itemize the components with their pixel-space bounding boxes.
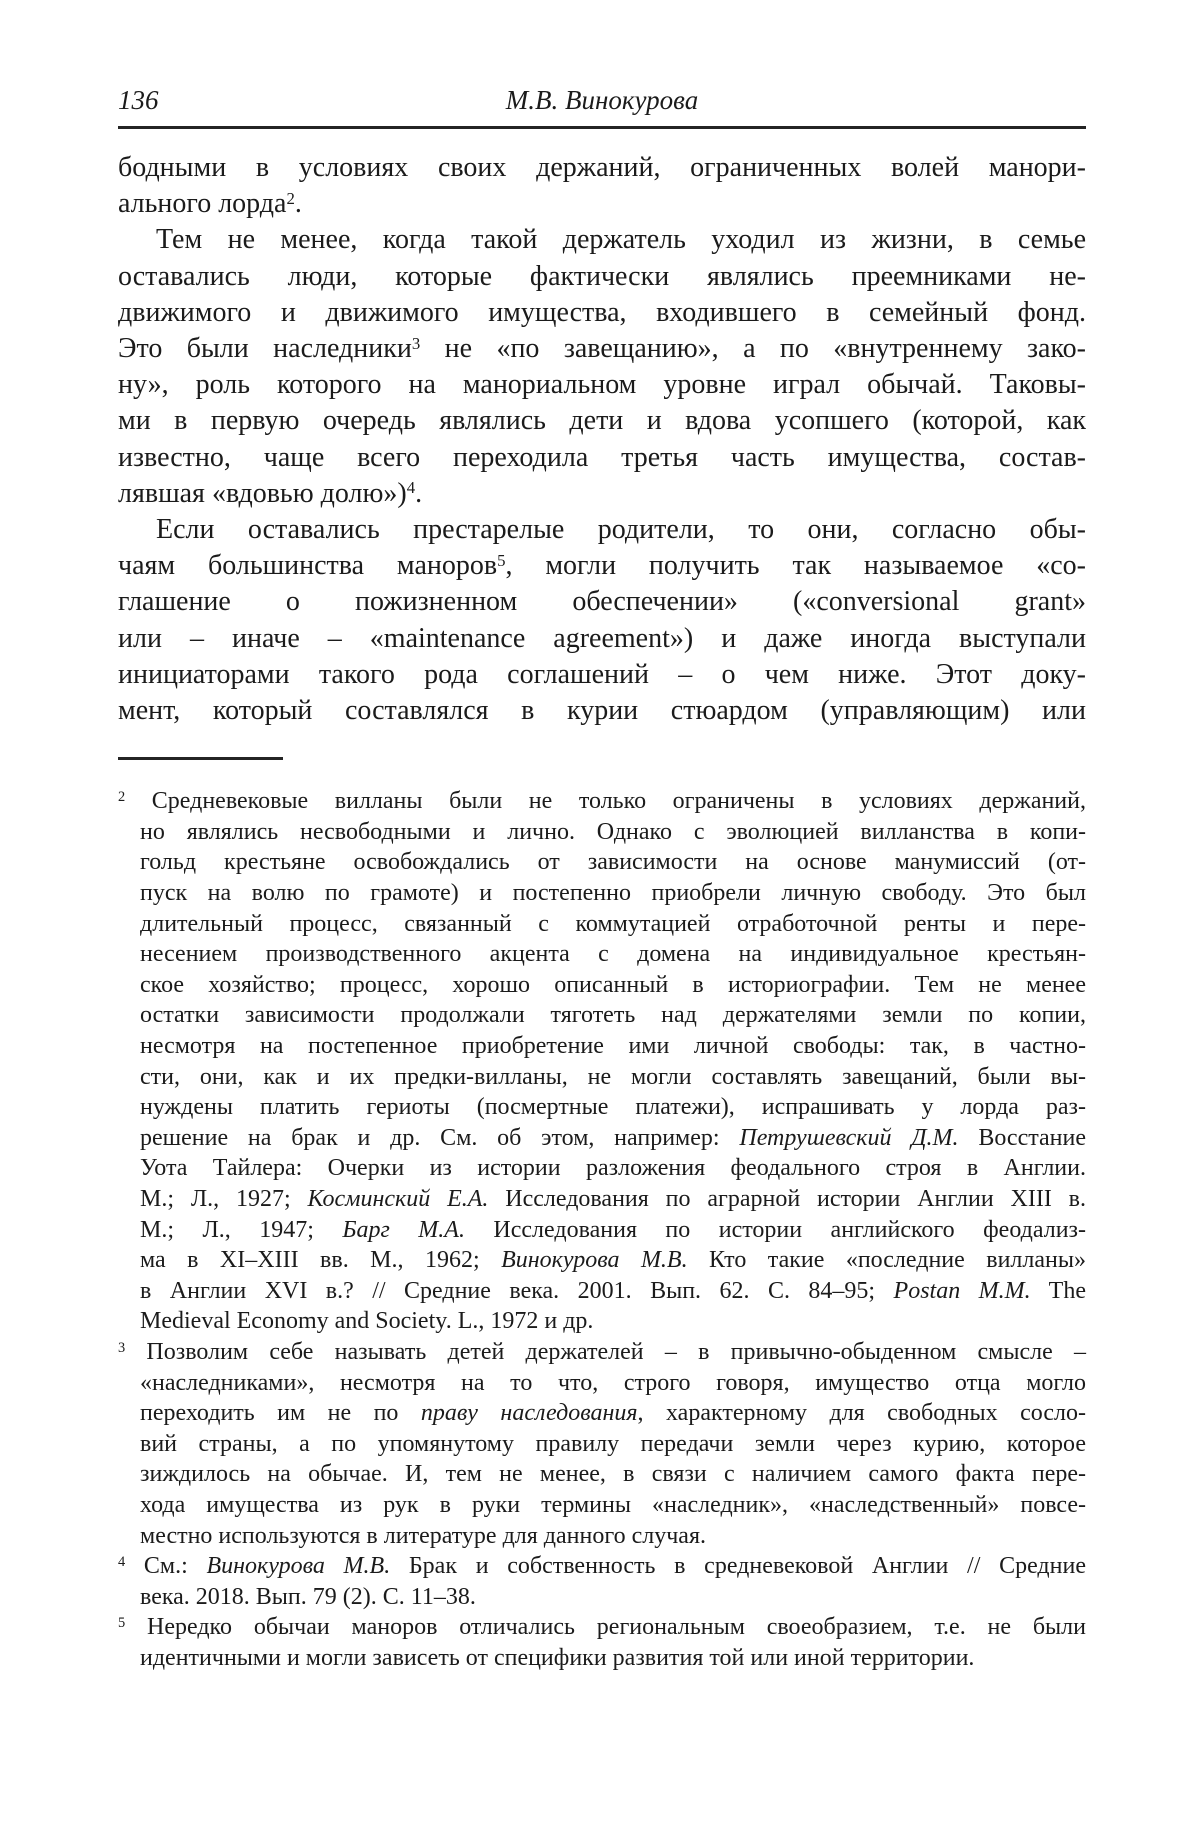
footnote-line [118, 1153, 1086, 1184]
body-line [118, 403, 1086, 439]
body-line [118, 548, 1086, 584]
text-run: Если оставались престарелые родители, то они, согласно обы- [156, 514, 1086, 546]
footnote-line [118, 1000, 1086, 1031]
footnote-line [118, 1123, 1086, 1154]
footnote-separator [118, 757, 283, 760]
footnote-line [118, 1031, 1086, 1062]
footnote-line [118, 1276, 1086, 1307]
text-run: Позволим себе называть детей держателей – в привычно-обыденном смысле – [125, 1338, 1086, 1365]
text-run: Исследования по аграрной истории Англии XIII в. [488, 1185, 1086, 1212]
footnote-line [118, 1459, 1086, 1490]
body-line [118, 222, 1086, 258]
text-run: хода имущества из рук в руки термины «наследник», «наследственный» повсе- [140, 1491, 1086, 1518]
footnote [118, 1612, 1086, 1673]
footnote-line [118, 1429, 1086, 1460]
body-line [118, 584, 1086, 620]
footnote-line [118, 1215, 1086, 1246]
text-run: длительный процесс, связанный с коммутацией отработочной ренты и пере- [140, 910, 1086, 937]
italic-citation: Барг М.А. [342, 1216, 465, 1243]
footnote-line [118, 786, 1086, 817]
footnote-line [118, 1306, 1086, 1337]
footnote-line [118, 909, 1086, 940]
footnote-line [118, 1368, 1086, 1399]
text-run: несмотря на постепенное приобретение ими личной свободы: так, в частно- [140, 1033, 1086, 1059]
footnote-line [118, 1582, 1086, 1613]
text-run: или – иначе – «maintenance agreement») и даже иногда выступали [118, 622, 1086, 654]
text-run: в Англии XVI в.? // Средние века. 2001. Вып. 62. С. 84–95; [140, 1277, 894, 1304]
footnotes [118, 786, 1086, 1673]
text-run: ми в первую очередь являлись дети и вдова усопшего (которой, как [118, 405, 1086, 437]
text-run: Восстание [958, 1124, 1086, 1151]
text-run: инициаторами такого рода соглашений – о чем ниже. Этот доку- [118, 658, 1086, 690]
italic-citation: Postan M.M. [893, 1277, 1031, 1304]
text-run: Medieval Economy and Society. L., 1972 и др. [140, 1308, 594, 1335]
text-run: известно, чаще всего переходила третья часть имущества, состав- [118, 441, 1086, 473]
page-number: 136 [118, 85, 159, 115]
italic-citation: Винокурова М.В. [206, 1553, 391, 1580]
footnote-line [118, 847, 1086, 878]
body-line [118, 657, 1086, 693]
text-run: Кто такие «последние вилланы» [687, 1247, 1087, 1274]
text-run: мент, который составлялся в курии стюардом (управляющим) или [118, 695, 1086, 727]
italic-citation: Косминский Е.А. [307, 1185, 489, 1212]
footnote-number: 3 [411, 333, 421, 353]
text-run: зиждилось на обычае. И, тем не менее, в связи с наличием самого факта пере- [140, 1461, 1086, 1488]
footnote-line [118, 1062, 1086, 1093]
footnote-number: 5 [497, 550, 506, 570]
text-run: но являлись несвободными и лично. Однако с эволюцией вилланства в копи- [140, 818, 1086, 845]
italic-citation: праву наследования [420, 1400, 638, 1427]
text-run: бодными в условиях своих держаний, ограниченных волей манори- [118, 152, 1086, 183]
footnote-line [118, 1551, 1086, 1582]
text-run: The [1030, 1277, 1086, 1304]
footnote-line [118, 1092, 1086, 1123]
italic-citation: Петрушевский Д.М. [739, 1124, 959, 1151]
footnote-line [118, 1337, 1086, 1368]
text-run: Брак и собственность в средневековой Англии // Средние [390, 1553, 1086, 1580]
footnote-line [118, 817, 1086, 848]
text-run: сти, они, как и их предки-вилланы, не могли составлять завещаний, были вы- [140, 1063, 1086, 1090]
text-run: Средневековые вилланы были не только ограничены в условиях держаний, [125, 788, 1086, 815]
body-line [118, 331, 1086, 367]
footnote-number: 2 [118, 789, 126, 806]
text-run: ма в XI–XIII вв. М., 1962; [140, 1247, 502, 1274]
footnote-line [118, 1245, 1086, 1276]
footnote-line [118, 878, 1086, 909]
text-run: , могли получить так называемое «со- [505, 550, 1086, 582]
text-run: «наследниками», несмотря на то что, строго говоря, имущество отца могло [140, 1369, 1086, 1396]
footnote-line [118, 1490, 1086, 1521]
footnote-number: 2 [286, 188, 295, 208]
body-line [118, 621, 1086, 657]
footnote [118, 1551, 1086, 1612]
text-run: Нередко обычаи маноров отличались региональным своеобразием, т.е. не были [125, 1614, 1086, 1641]
text-run: Уота Тайлера: Очерки из истории разложения феодального строя в Англии. [140, 1155, 1086, 1182]
body-line [118, 440, 1086, 476]
footnote-number: 3 [118, 1339, 126, 1356]
footnote [118, 1337, 1086, 1551]
body-line [118, 693, 1086, 729]
footnote-line [118, 1521, 1086, 1552]
body-line [118, 476, 1086, 512]
text-run: движимого и движимого имущества, входившего в семейный фонд. [118, 296, 1086, 328]
text-run: . [294, 188, 302, 220]
body-line [118, 367, 1086, 403]
footnote-line [118, 1612, 1086, 1643]
body-line [118, 512, 1086, 548]
text-run: местно используются в литературе для данного случая. [140, 1522, 706, 1549]
text-run: чаям большинства маноров [118, 550, 498, 582]
text-run: века. 2018. Вып. 79 (2). С. 11–38. [140, 1583, 476, 1610]
text-run: М.; Л., 1947; [140, 1216, 343, 1243]
footnote-line [118, 1398, 1086, 1429]
text-run: Исследования по истории английского феодализ- [464, 1216, 1087, 1243]
text-run: гольд крестьяне освобождались от зависимости на основе манумиссий (от- [140, 849, 1086, 876]
body-text [118, 150, 1086, 729]
text-run: Это были наследники [118, 333, 412, 365]
body-line [118, 150, 1086, 186]
text-run: ское хозяйство; процесс, хорошо описанный в историографии. Тем не менее [140, 971, 1086, 998]
text-run: вий страны, а по упомянутому правилу передачи земли через курию, которое [140, 1430, 1086, 1457]
footnote-line [118, 1184, 1086, 1215]
italic-citation: Винокурова М.В. [501, 1247, 688, 1274]
text-run: не «по завещанию», а по «внутреннему зако- [420, 333, 1086, 365]
body-line [118, 259, 1086, 295]
footnote-line [118, 970, 1086, 1001]
running-head: М.В. Винокурова [505, 85, 699, 115]
text-run: , характерному для свободных сосло- [637, 1400, 1087, 1427]
text-run: несением производственного акцента с домена на индивидуальное крестьян- [140, 941, 1086, 968]
footnote-number: 4 [406, 478, 416, 498]
body-line [118, 186, 1086, 222]
footnote-number: 5 [118, 1615, 126, 1632]
text-run: ального лорда [118, 188, 287, 220]
text-run: пуск на волю по грамоте) и постепенно приобрели личную свободу. Это был [140, 880, 1086, 907]
text-run: См.: [125, 1553, 207, 1580]
text-run: М.; Л., 1927; [140, 1185, 308, 1212]
text-run: Тем не менее, когда такой держатель уходил из жизни, в семье [156, 224, 1086, 256]
text-run: остатки зависимости продолжали тяготеть над держателями земли по копии, [140, 1002, 1086, 1029]
footnote [118, 786, 1086, 1337]
text-run: ну», роль которого на манориальном уровне играл обычай. Таковы- [118, 369, 1086, 401]
text-run: . [415, 477, 423, 509]
footnote-number: 4 [118, 1553, 126, 1570]
text-run: решение на брак и др. См. об этом, например: [140, 1124, 740, 1151]
text-run: нуждены платить гериоты (посмертные платежи), испрашивать у лорда раз- [140, 1094, 1086, 1121]
body-line [118, 295, 1086, 331]
text-run: глашение о пожизненном обеспечении» («conversional grant» [118, 586, 1086, 618]
text-run: оставались люди, которые фактически являлись преемниками не- [118, 260, 1086, 292]
text-run: идентичными и могли зависеть от специфики развития той или иной территории. [140, 1644, 975, 1671]
page-header [118, 84, 1086, 120]
text-run: переходить им не по [140, 1400, 421, 1427]
header-rule [118, 126, 1086, 129]
footnote-line [118, 1643, 1086, 1674]
footnote-line [118, 939, 1086, 970]
text-run: лявшая «вдовью долю») [118, 477, 407, 509]
